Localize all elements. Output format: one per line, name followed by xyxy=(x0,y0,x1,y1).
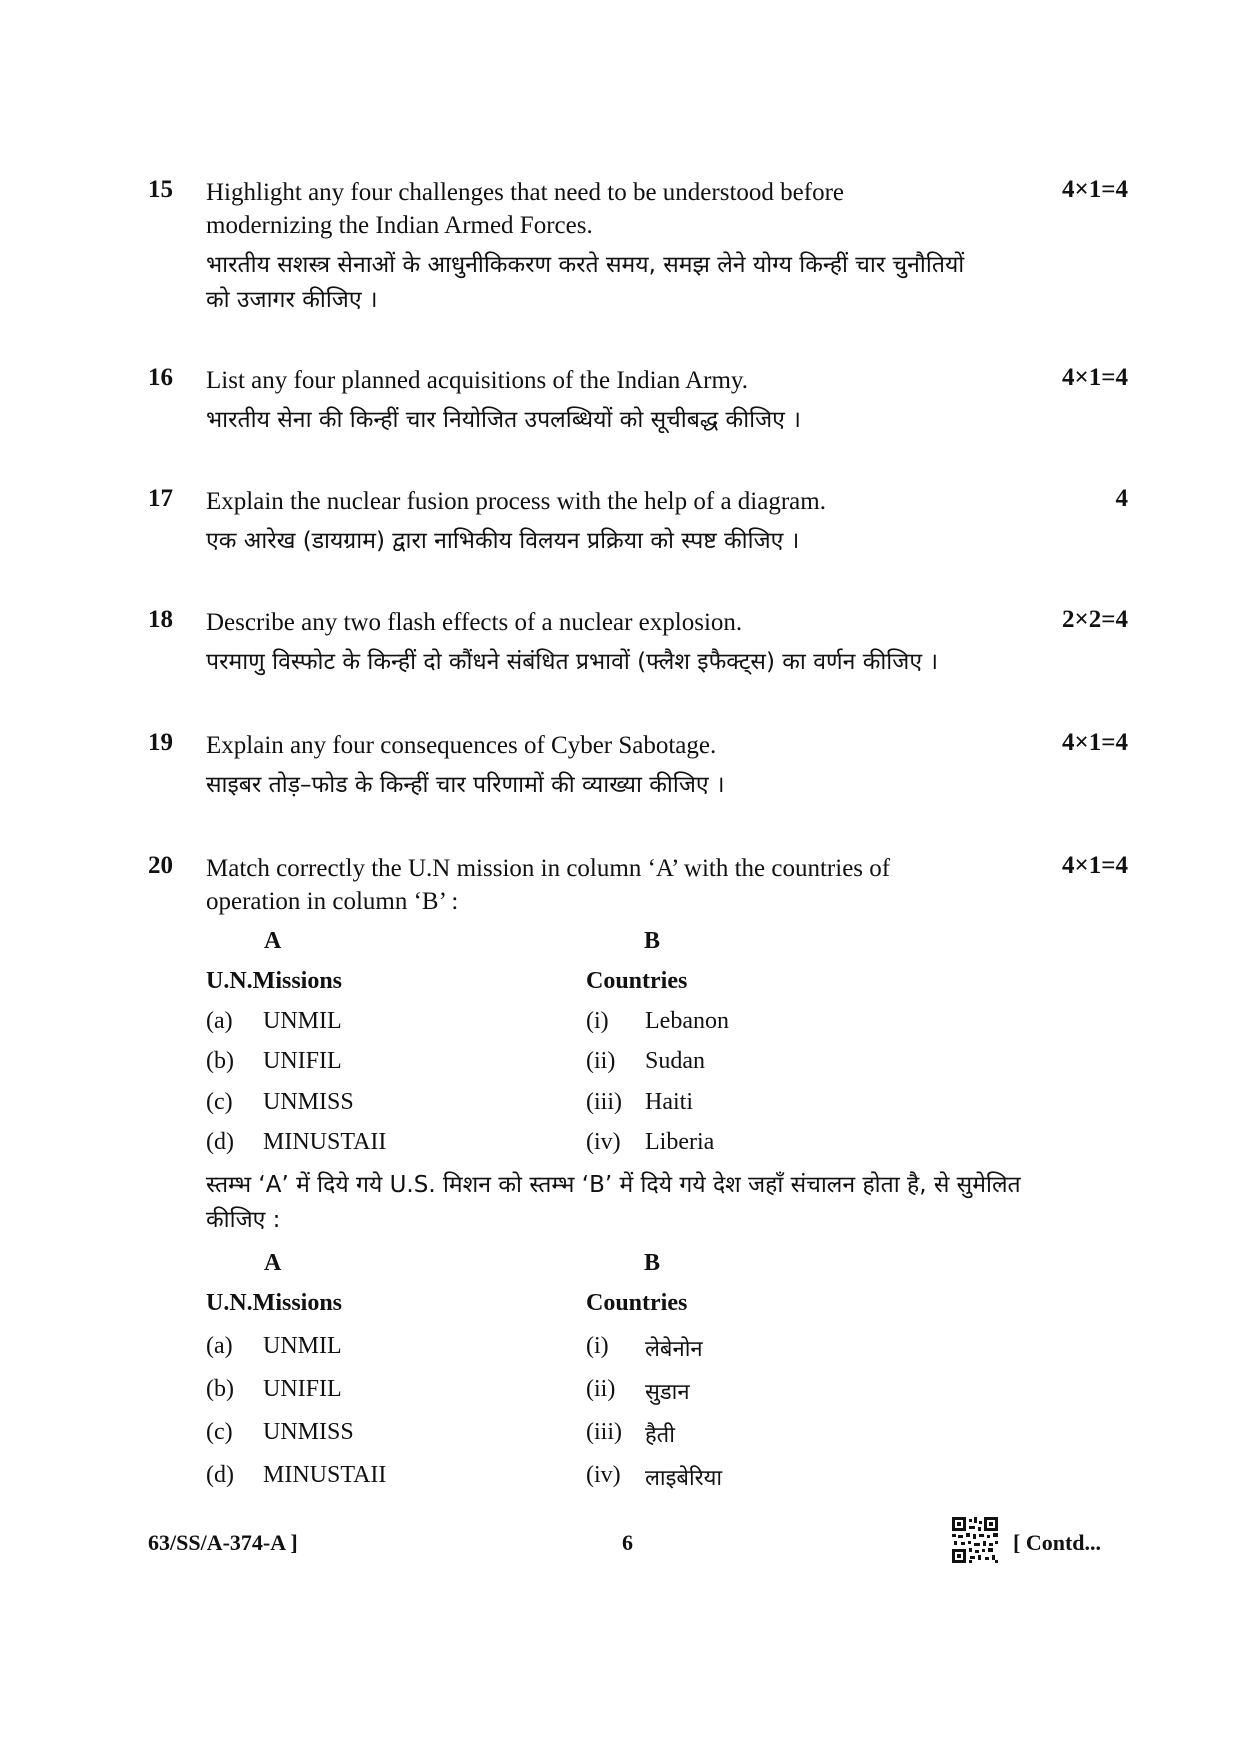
question-17 xyxy=(148,485,1128,559)
row-label-a: (d) xyxy=(206,1462,234,1488)
question-marks: 4×1=4 xyxy=(1062,729,1128,756)
question-number: 18 xyxy=(148,606,173,633)
row-label-a: (c) xyxy=(206,1419,233,1445)
country-value: सुडान xyxy=(645,1380,690,1405)
country-value: Liberia xyxy=(645,1129,715,1155)
row-label-a: (c) xyxy=(206,1089,233,1115)
row-label-b: (iii) xyxy=(586,1419,622,1445)
row-label-b: (iv) xyxy=(586,1129,621,1155)
row-label-a: (d) xyxy=(206,1129,234,1155)
row-label-a: (a) xyxy=(206,1008,233,1034)
question-number: 17 xyxy=(148,485,173,512)
country-value: हैती xyxy=(645,1423,675,1448)
question-text-hindi: परमाणु विस्फोट के किन्हीं दो कौंधने संबंधित प्रभावों (फ्लैश इफैक्ट्स) का वर्णन कीजिए । xyxy=(206,649,939,675)
row-label-b: (i) xyxy=(586,1333,609,1359)
column-b-heading: Countries xyxy=(586,968,688,994)
question-text-english: Describe any two flash effects of a nuclear explosion. xyxy=(206,609,743,636)
mission-value: UNMIL xyxy=(263,1008,342,1034)
mission-value: MINUSTAII xyxy=(263,1462,387,1488)
question-text-english: List any four planned acquisitions of the Indian Army. xyxy=(206,367,749,394)
question-text-english: Explain any four consequences of Cyber Sabotage. xyxy=(206,732,717,759)
row-label-a: (b) xyxy=(206,1048,234,1074)
country-value: Haiti xyxy=(645,1089,693,1115)
column-a-letter: A xyxy=(264,928,282,954)
column-b-heading: Countries xyxy=(586,1290,688,1316)
mission-value: UNIFIL xyxy=(263,1376,342,1402)
mission-value: UNIFIL xyxy=(263,1048,342,1074)
page-number: 6 xyxy=(622,1530,633,1555)
mission-value: MINUSTAII xyxy=(263,1129,387,1155)
country-value: Lebanon xyxy=(645,1008,729,1034)
question-text-english: Highlight any four challenges that need to be understood before modernizing the Indian Armed Forces. xyxy=(206,179,845,239)
row-label-a: (b) xyxy=(206,1376,234,1402)
question-number: 19 xyxy=(148,729,173,756)
question-marks: 4×1=4 xyxy=(1062,176,1128,203)
country-value: लाइबेरिया xyxy=(645,1466,723,1491)
row-label-a: (a) xyxy=(206,1333,233,1359)
continued-label: [ Contd... xyxy=(1013,1530,1102,1555)
question-text-english: Match correctly the U.N mission in column ‘A’ with the countries of operation in column ‘B’ : xyxy=(206,855,891,915)
question-text-hindi: एक आरेख (डायग्राम) द्वारा नाभिकीय विलयन प्रक्रिया को स्पष्ट कीजिए । xyxy=(206,528,800,554)
column-a-letter: A xyxy=(264,1250,282,1276)
question-number: 15 xyxy=(148,176,173,203)
column-a-heading: U.N.Missions xyxy=(206,968,343,994)
row-label-b: (ii) xyxy=(586,1048,616,1074)
question-15 xyxy=(148,176,1128,318)
question-18 xyxy=(148,606,1128,680)
question-20 xyxy=(148,852,1128,918)
mission-value: UNMISS xyxy=(263,1089,354,1115)
row-label-b: (iii) xyxy=(586,1089,622,1115)
mission-value: UNMISS xyxy=(263,1419,354,1445)
question-number: 20 xyxy=(148,852,173,879)
column-a-heading: U.N.Missions xyxy=(206,1290,343,1316)
question-text-hindi: स्तम्भ ‘A’ में दिये गये U.S. मिशन को स्तम्भ ‘B’ में दिये गये देश जहाँ संचालन होता है, से सुमेलित कीजिए : xyxy=(206,1172,1021,1233)
question-marks: 4 xyxy=(1115,485,1128,512)
country-value: Sudan xyxy=(645,1048,705,1074)
question-16 xyxy=(148,364,1128,438)
question-marks: 4×1=4 xyxy=(1062,852,1128,879)
country-value: लेबेनोन xyxy=(645,1337,703,1362)
question-text-hindi: साइबर तोड़–फोड के किन्हीं चार परिणामों की व्याख्या कीजिए । xyxy=(206,772,725,798)
question-20-hindi xyxy=(148,1168,1128,1238)
mission-value: UNMIL xyxy=(263,1333,342,1359)
column-b-letter: B xyxy=(644,928,661,954)
column-b-letter: B xyxy=(644,1250,661,1276)
paper-code: 63/SS/A-374-A ] xyxy=(148,1530,298,1555)
question-text-hindi: भारतीय सशस्त्र सेनाओं के आधुनीकिकरण करते समय, समझ लेने योग्य किन्हीं चार चुनौतियों को उजागर कीजिए । xyxy=(206,252,965,313)
question-text-hindi: भारतीय सेना की किन्हीं चार नियोजित उपलब्धियों को सूचीबद्ध कीजिए । xyxy=(206,407,801,433)
question-number: 16 xyxy=(148,364,173,391)
question-marks: 4×1=4 xyxy=(1062,364,1128,391)
row-label-b: (ii) xyxy=(586,1376,616,1402)
question-19 xyxy=(148,729,1128,803)
row-label-b: (iv) xyxy=(586,1462,621,1488)
question-marks: 2×2=4 xyxy=(1062,606,1128,633)
qr-code-icon xyxy=(952,1517,998,1563)
row-label-b: (i) xyxy=(586,1008,609,1034)
question-text-english: Explain the nuclear fusion process with the help of a diagram. xyxy=(206,488,826,515)
